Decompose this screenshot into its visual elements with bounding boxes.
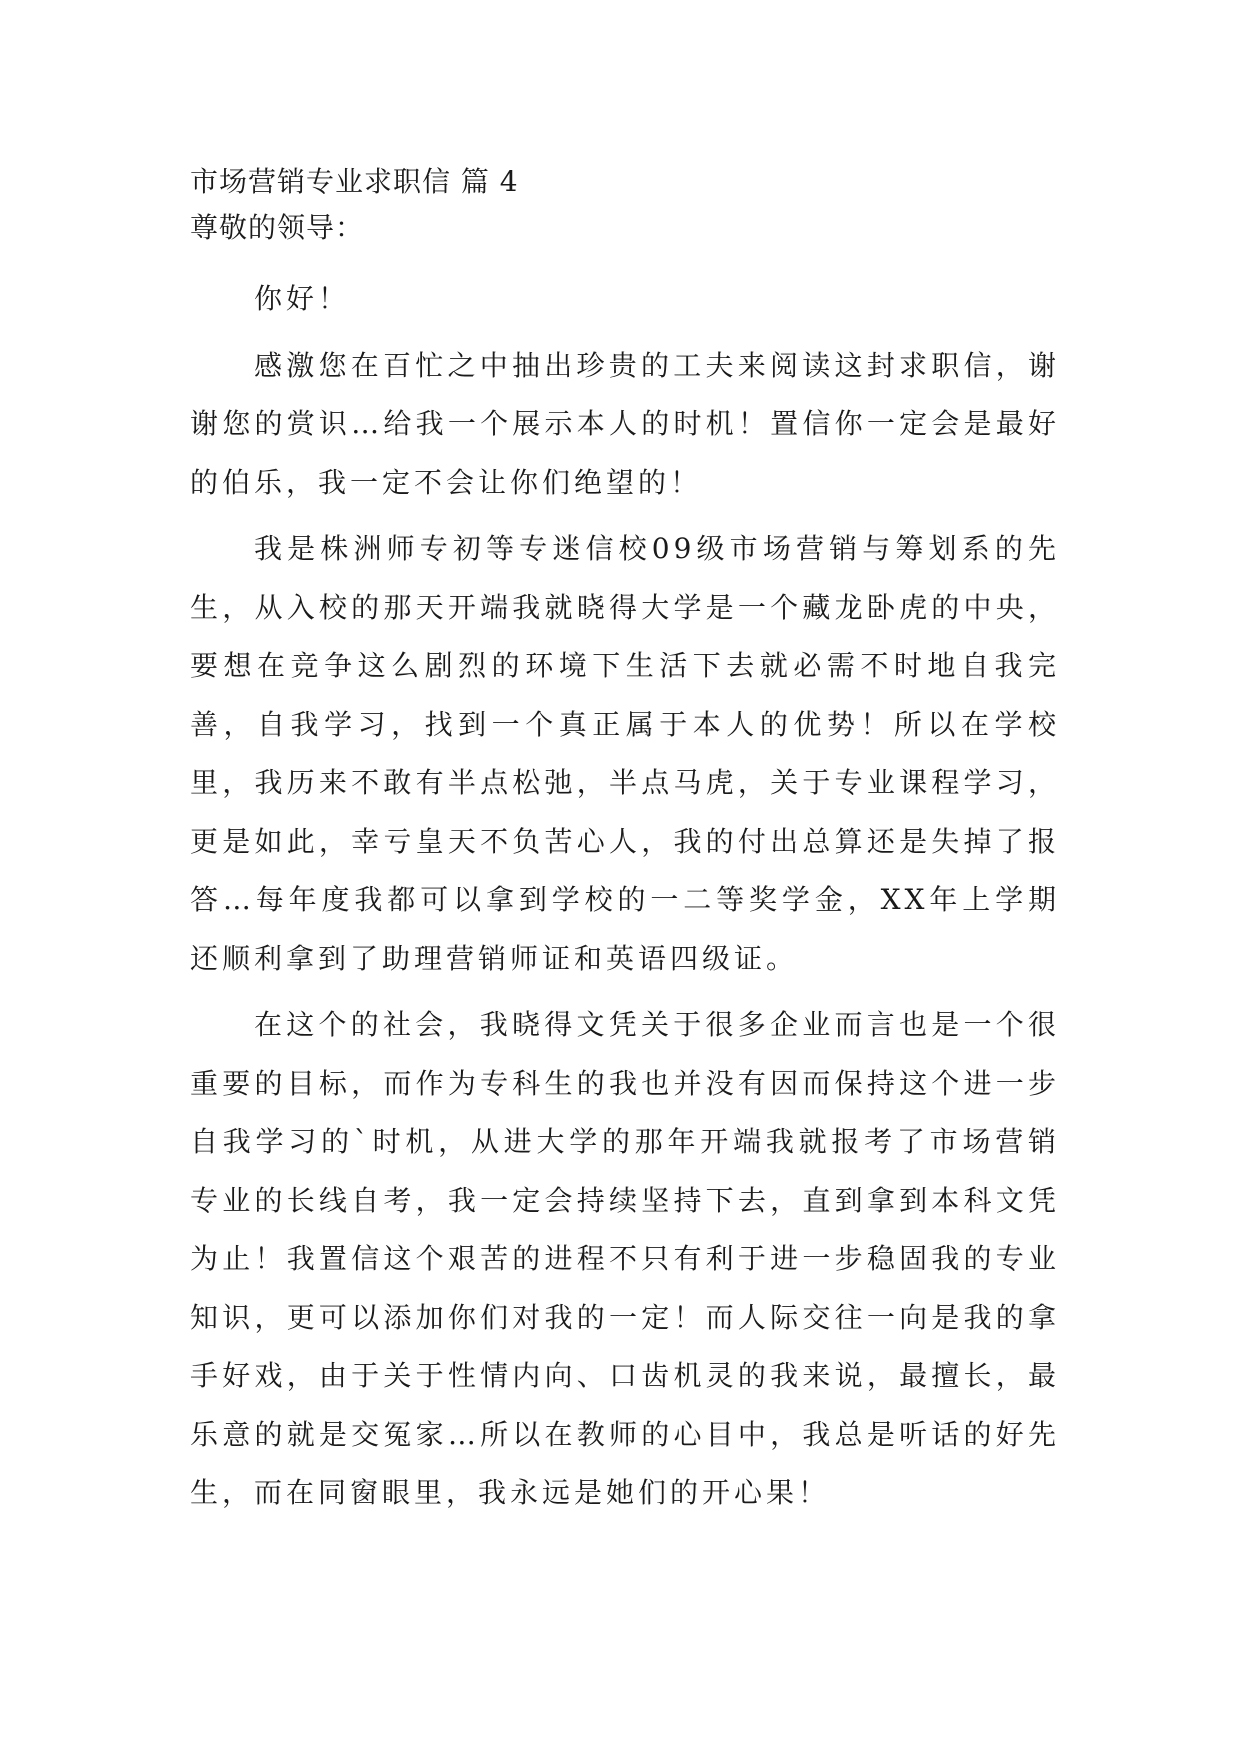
- paragraph-1: 感激您在百忙之中抽出珍贵的工夫来阅读这封求职信，谢谢您的赏识…给我一个展示本人的时机！置信你一定会是最好的伯乐，我一定不会让你们绝望的！: [190, 348, 1060, 499]
- paragraph-3: 在这个的社会，我晓得文凭关于很多企业而言也是一个很重要的目标，而作为专科生的我也并没有因而保持这个进一步自我学习的`时机，从进大学的那年开端我就报考了市场营销专业的长线自考，我一定会持续坚持下去，直到拿到本科文凭为止！我置信这个艰苦的进程不只有利于进一步稳固我的专业知识，更可以添加你们对我的一定！而人际交往一向是我的拿手好戏，由于关于性情内向、口齿机灵的我来说，最擅长，最乐意的就是交冤家…所以在教师的心目中，我总是听话的好先生，而在同窗眼里，我永远是她们的开心果！: [190, 1008, 1060, 1509]
- salutation: 尊敬的领导：: [190, 211, 365, 244]
- greeting: 你好！: [254, 282, 351, 315]
- paragraph-2: 我是株洲师专初等专迷信校09级市场营销与筹划系的先生，从入校的那天开端我就晓得大学是一个藏龙卧虎的中央，要想在竞争这么剧烈的环境下生活下去就必需不时地自我完善，自我学习，找到一个真正属于本人的优势！所以在学校里，我历来不敢有半点松弛，半点马虎，关于专业课程学习，更是如此，幸亏皇天不负苦心人，我的付出总算还是失掉了报答…每年度我都可以拿到学校的一二等奖学金，XX年上学期还顺利拿到了助理营销师证和英语四级证。: [190, 532, 1060, 975]
- document-body: [190, 162, 1060, 1523]
- document-title: 市场营销专业求职信 篇 4: [190, 165, 519, 198]
